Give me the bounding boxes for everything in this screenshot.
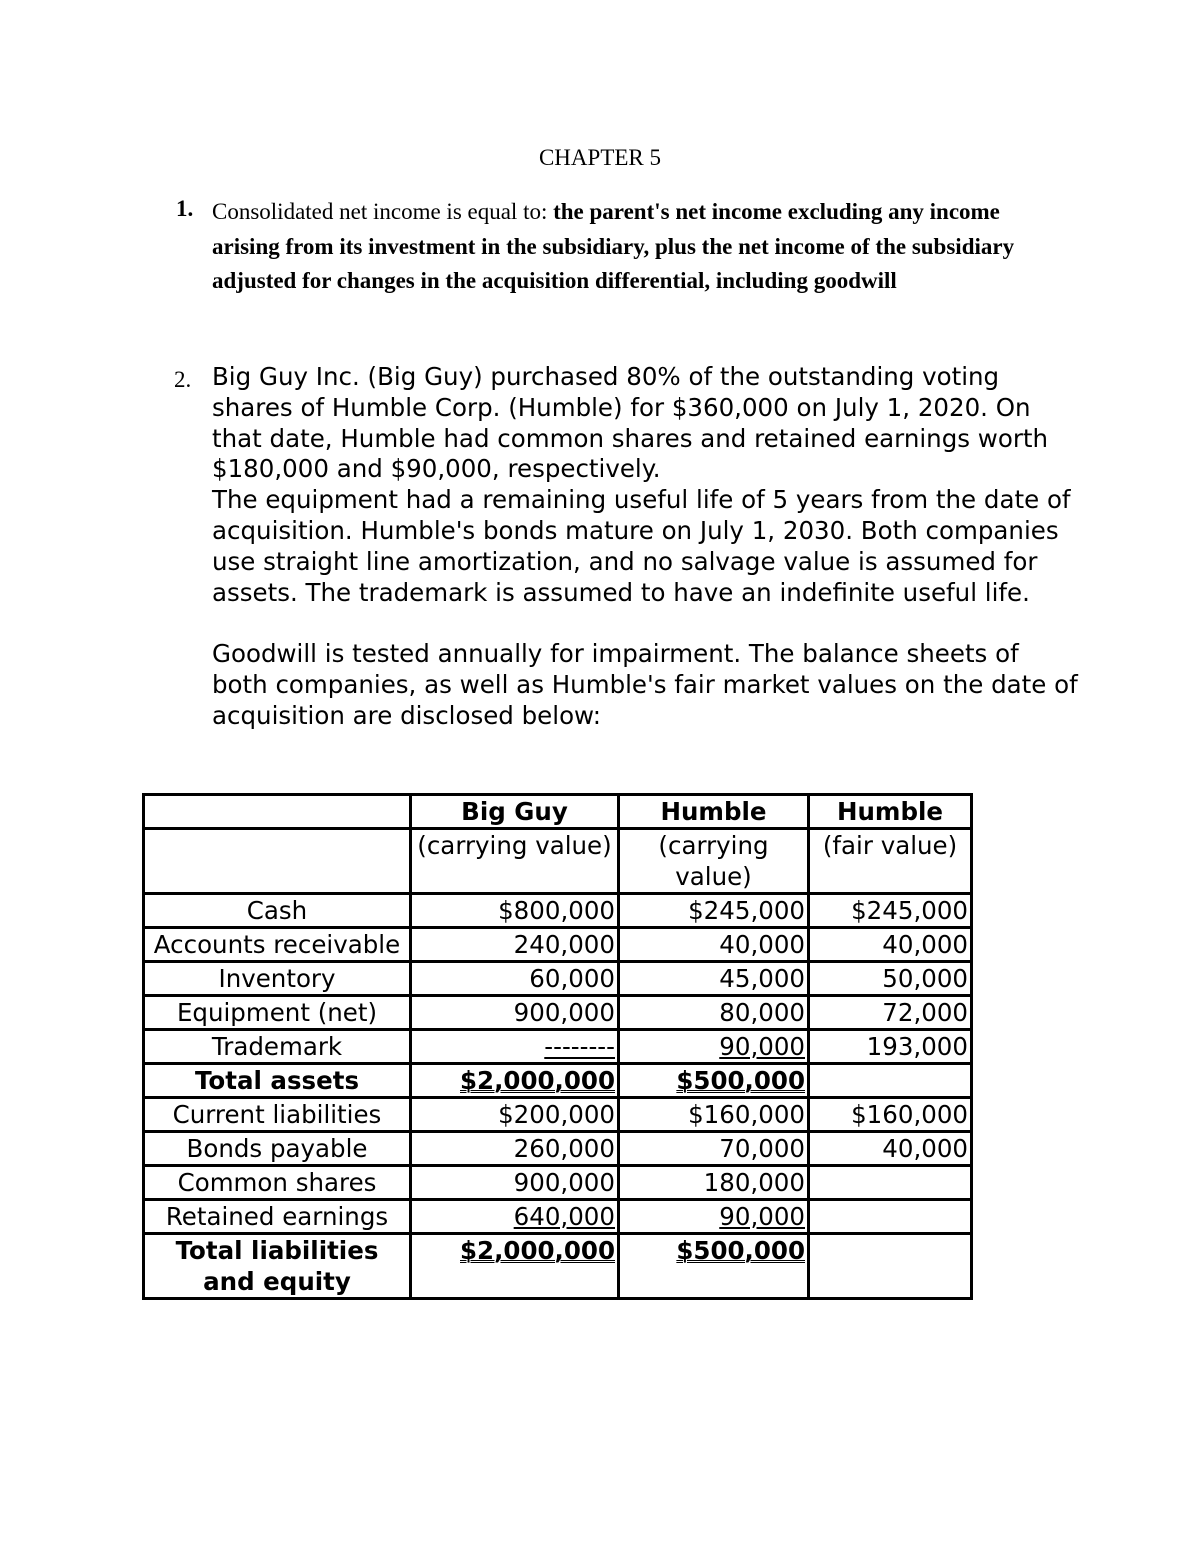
big-guy-value: $200,000 xyxy=(411,1098,619,1132)
humble-fair-value: $245,000 xyxy=(809,894,972,928)
humble-fair-value: 72,000 xyxy=(809,996,972,1030)
header-humble-carrying: Humble xyxy=(619,795,809,829)
humble-carrying-value: $500,000 xyxy=(619,1234,809,1299)
big-guy-value: 260,000 xyxy=(411,1132,619,1166)
table-row xyxy=(144,894,972,928)
humble-carrying-value: 90,000 xyxy=(619,1030,809,1064)
table-row xyxy=(144,996,972,1030)
table-row xyxy=(144,1200,972,1234)
question-1-lead: Consolidated net income is equal to: xyxy=(212,199,554,224)
big-guy-value: $2,000,000 xyxy=(411,1234,619,1299)
balance-sheet-table xyxy=(142,793,973,1300)
humble-fair-value: 40,000 xyxy=(809,1132,972,1166)
humble-carrying-value: 90,000 xyxy=(619,1200,809,1234)
row-label: Trademark xyxy=(144,1030,411,1064)
table-row-total-assets xyxy=(144,1064,972,1098)
table-header-row xyxy=(144,795,972,829)
table-row-total-liabilities-equity xyxy=(144,1234,972,1299)
big-guy-value: 640,000 xyxy=(411,1200,619,1234)
humble-carrying-value: $245,000 xyxy=(619,894,809,928)
table-row xyxy=(144,1030,972,1064)
row-label: Accounts receivable xyxy=(144,928,411,962)
big-guy-value: 900,000 xyxy=(411,996,619,1030)
big-guy-value: $2,000,000 xyxy=(411,1064,619,1098)
subheader-humble-carrying: (carrying value) xyxy=(619,829,809,894)
table-row xyxy=(144,1132,972,1166)
row-label: Current liabilities xyxy=(144,1098,411,1132)
humble-carrying-value: $160,000 xyxy=(619,1098,809,1132)
humble-carrying-value: 80,000 xyxy=(619,996,809,1030)
humble-fair-value: 40,000 xyxy=(809,928,972,962)
table-row xyxy=(144,1166,972,1200)
question-2-text xyxy=(212,362,1082,732)
subheader-humble-fair: (fair value) xyxy=(809,829,972,894)
row-label: Total assets xyxy=(144,1064,411,1098)
question-2-paragraph-2: The equipment had a remaining useful life of 5 years from the date of acquisition. Humble's bonds mature on July 1, 2030. Both companies use straight line amortization, and no salvage value is assumed for assets. The trademark is assumed to have an indefinite useful life. xyxy=(212,485,1071,607)
humble-fair-value xyxy=(809,1234,972,1299)
row-label: Total liabilities and equity xyxy=(144,1234,411,1299)
humble-fair-value xyxy=(809,1166,972,1200)
row-label: Inventory xyxy=(144,962,411,996)
chapter-title: CHAPTER 5 xyxy=(538,145,662,170)
big-guy-value: 240,000 xyxy=(411,928,619,962)
row-label: Cash xyxy=(144,894,411,928)
humble-fair-value: 193,000 xyxy=(809,1030,972,1064)
question-1-text xyxy=(212,195,1042,299)
subheader-big-guy: (carrying value) xyxy=(411,829,619,894)
big-guy-value: $800,000 xyxy=(411,894,619,928)
row-label: Retained earnings xyxy=(144,1200,411,1234)
question-1-number: 1. xyxy=(176,196,194,221)
humble-fair-value xyxy=(809,1200,972,1234)
question-2-paragraph-3: Goodwill is tested annually for impairment. The balance sheets of both companies, as well as Humble's fair market values on the date of acquisition are disclosed below: xyxy=(212,639,1078,730)
humble-carrying-value: 40,000 xyxy=(619,928,809,962)
big-guy-value: 900,000 xyxy=(411,1166,619,1200)
table-subheader-row xyxy=(144,829,972,894)
question-2-number: 2. xyxy=(174,367,192,392)
question-2-paragraph-1: Big Guy Inc. (Big Guy) purchased 80% of the outstanding voting shares of Humble Corp. (Humble) for $360,000 on July 1, 2020. On that date, Humble had common shares and retained earnings worth $180,000 and $90,000, respectively. xyxy=(212,362,1049,484)
row-label: Equipment (net) xyxy=(144,996,411,1030)
row-label: Common shares xyxy=(144,1166,411,1200)
question-1-answer: the parent's net income excluding any income arising from its investment in the subsidiary, plus the net income of the subsidiary adjusted for changes in the acquisition differential, including goodwill xyxy=(212,199,1015,293)
humble-carrying-value: $500,000 xyxy=(619,1064,809,1098)
header-empty-cell xyxy=(144,795,411,829)
header-humble-fair: Humble xyxy=(809,795,972,829)
humble-carrying-value: 45,000 xyxy=(619,962,809,996)
table-row xyxy=(144,1098,972,1132)
table-row xyxy=(144,928,972,962)
row-label: Bonds payable xyxy=(144,1132,411,1166)
humble-fair-value: $160,000 xyxy=(809,1098,972,1132)
humble-fair-value: 50,000 xyxy=(809,962,972,996)
humble-carrying-value: 70,000 xyxy=(619,1132,809,1166)
humble-carrying-value: 180,000 xyxy=(619,1166,809,1200)
header-big-guy: Big Guy xyxy=(411,795,619,829)
big-guy-value: -------- xyxy=(411,1030,619,1064)
humble-fair-value xyxy=(809,1064,972,1098)
big-guy-value: 60,000 xyxy=(411,962,619,996)
table-row xyxy=(144,962,972,996)
subheader-empty-cell xyxy=(144,829,411,894)
